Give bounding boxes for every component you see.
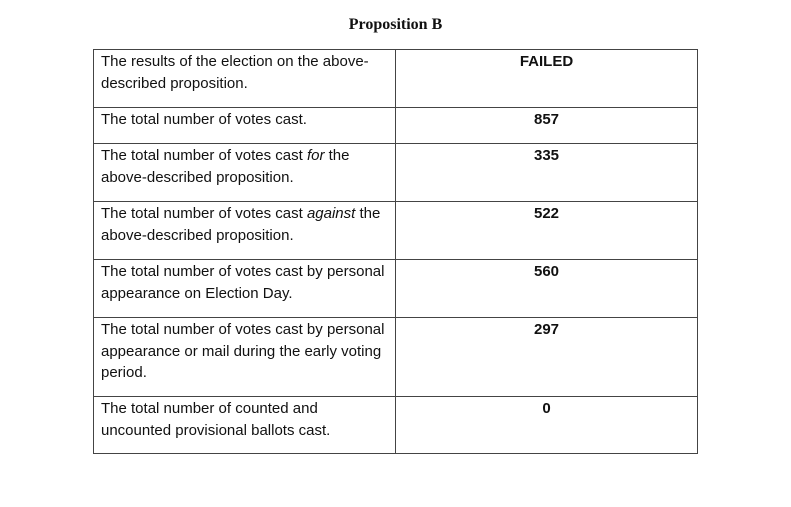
row-label-cell xyxy=(94,144,396,202)
election-day-votes-value: 560 xyxy=(533,263,560,280)
row-label xyxy=(94,318,395,384)
row-label-cell xyxy=(94,260,396,318)
early-voting-votes-value: 297 xyxy=(533,321,560,338)
table-row xyxy=(94,202,698,260)
row-label xyxy=(94,397,395,441)
row-label xyxy=(94,144,395,188)
table-row xyxy=(94,50,698,108)
row-value-cell xyxy=(396,318,698,397)
label-text: The total number of votes cast by personal appearance or mail during the early voting period. xyxy=(101,321,385,381)
row-label xyxy=(94,50,395,94)
votes-against-value: 522 xyxy=(533,205,560,222)
total-votes-value: 857 xyxy=(533,111,560,128)
result-value: FAILED xyxy=(519,53,574,70)
row-label-cell xyxy=(94,50,396,108)
table-row xyxy=(94,318,698,397)
row-value-cell xyxy=(396,108,698,144)
row-value-cell xyxy=(396,202,698,260)
row-label xyxy=(94,260,395,304)
results-table xyxy=(93,49,698,454)
row-value-cell xyxy=(396,144,698,202)
table-row xyxy=(94,144,698,202)
row-label xyxy=(94,108,395,131)
votes-for-value: 335 xyxy=(533,147,560,164)
table-row xyxy=(94,397,698,454)
row-label-cell xyxy=(94,397,396,454)
row-label-cell xyxy=(94,318,396,397)
label-text: The total number of votes cast xyxy=(101,147,307,164)
label-emphasis: against xyxy=(306,205,356,222)
provisional-ballots-value: 0 xyxy=(542,400,551,417)
row-value-cell xyxy=(396,397,698,454)
label-text: The total number of votes cast xyxy=(101,205,307,222)
label-text: the above-described proposition. xyxy=(101,205,381,244)
label-text: The results of the election on the above-described proposition. xyxy=(101,53,369,92)
row-value-cell xyxy=(396,260,698,318)
row-label xyxy=(94,202,395,246)
document-title: Proposition B xyxy=(348,16,443,33)
table-row xyxy=(94,260,698,318)
label-text: The total number of counted and uncounted provisional ballots cast. xyxy=(101,400,331,439)
label-emphasis: for xyxy=(306,147,325,164)
label-text: The total number of votes cast by personal appearance on Election Day. xyxy=(101,263,385,302)
row-value-cell xyxy=(396,50,698,108)
label-text: the above-described proposition. xyxy=(101,147,350,186)
row-label-cell xyxy=(94,202,396,260)
label-text: The total number of votes cast. xyxy=(101,111,307,128)
table-row xyxy=(94,108,698,144)
row-label-cell xyxy=(94,108,396,144)
